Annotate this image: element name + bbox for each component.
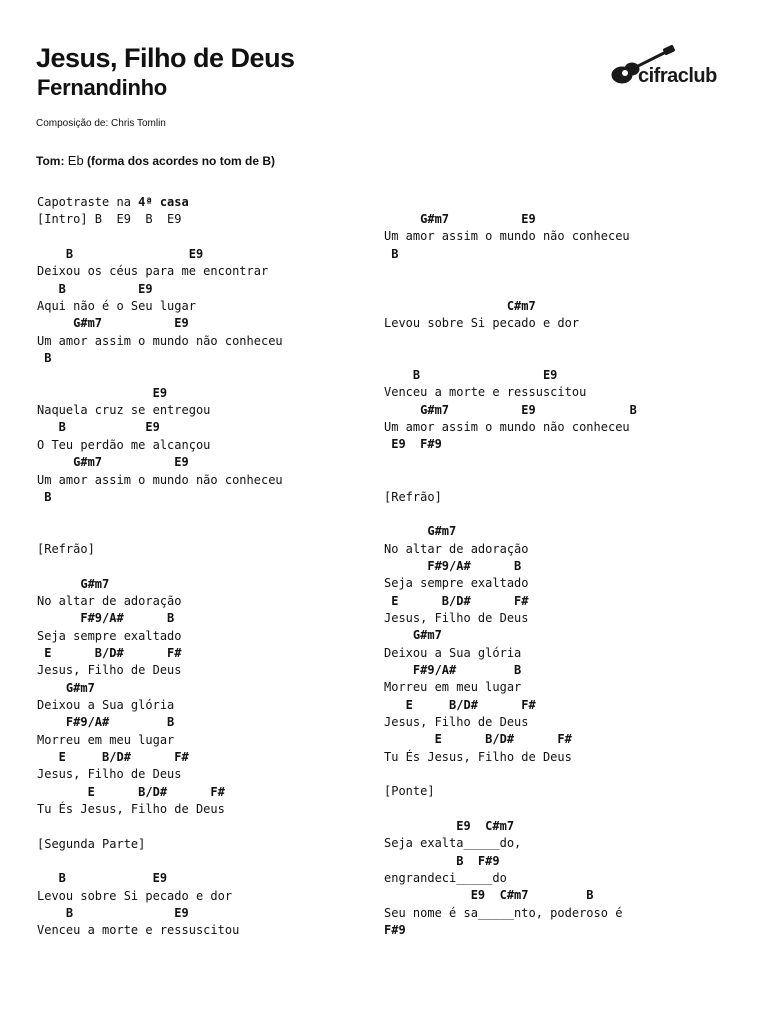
- blank-line: [384, 506, 724, 523]
- chord-line: B E9: [37, 871, 168, 886]
- chord-line: F#9/A# B: [384, 558, 522, 573]
- blank-line: [37, 229, 377, 246]
- lyric-line: Tu És Jesus, Filho de Deus: [37, 802, 225, 817]
- lyric-line: Um amor assim o mundo não conheceu: [37, 472, 283, 487]
- lyric-line: Morreu em meu lugar: [384, 680, 522, 695]
- lyric-line: Seu nome é sa_____nto, poderoso é: [384, 905, 623, 920]
- chord-line: B E9: [37, 420, 160, 435]
- chord-line: B E9: [384, 368, 558, 383]
- lyric-line: [Refrão]: [37, 541, 95, 556]
- tone-label: Tom:: [36, 154, 68, 168]
- blank-line: [384, 471, 724, 488]
- chord-line: E9 F#9: [384, 437, 442, 452]
- lyric-line: Deixou a Sua glória: [384, 645, 522, 660]
- composer-credit: Composição de: Chris Tomlin: [36, 118, 166, 129]
- chord-line: F#9: [384, 923, 406, 938]
- chord-line: B E9: [37, 906, 189, 921]
- lyric-line: [Intro] B E9 B E9: [37, 212, 182, 227]
- chord-line: G#m7: [384, 524, 457, 539]
- chord-line: G#m7: [37, 680, 95, 695]
- chord-line: G#m7: [384, 628, 442, 643]
- chord-line: B: [37, 489, 52, 504]
- chord-line: C#m7: [384, 298, 536, 313]
- chord-line: E9 C#m7 B: [384, 888, 594, 903]
- blank-line: [384, 801, 724, 818]
- blank-line: [384, 263, 724, 280]
- lyric-line: Seja sempre exaltado: [37, 628, 182, 643]
- lyric-line: Seja sempre exaltado: [384, 576, 529, 591]
- chord-line: G#m7 E9: [37, 455, 189, 470]
- lyric-line: Levou sobre Si pecado e dor: [37, 888, 233, 903]
- lyric-line: Jesus, Filho de Deus: [384, 610, 529, 625]
- chord-line: E B/D# F#: [37, 645, 182, 660]
- artist-name: Fernandinho: [37, 75, 167, 100]
- chord-sheet-column-right: [384, 211, 724, 939]
- chord-line: E B/D# F#: [384, 593, 529, 608]
- chord-line: E9 C#m7: [384, 819, 515, 834]
- chord-line: E B/D# F#: [384, 732, 572, 747]
- guitar-icon: [604, 44, 724, 92]
- chord-line: B E9: [37, 281, 153, 296]
- chord-line: G#m7 E9 B: [384, 402, 637, 417]
- chord-line: E9: [37, 385, 168, 400]
- chord-line: E B/D# F#: [384, 697, 536, 712]
- chord-line: F#9/A# B: [384, 662, 522, 677]
- lyric-line: engrandeci_____do: [384, 871, 507, 886]
- logo-text: cifraclub: [638, 65, 717, 87]
- lyric-line: No altar de adoração: [37, 593, 182, 608]
- lyric-line: Tu És Jesus, Filho de Deus: [384, 749, 572, 764]
- lyric-line: Jesus, Filho de Deus: [37, 663, 182, 678]
- lyric-line: Venceu a morte e ressuscitou: [384, 385, 587, 400]
- lyric-line: Aqui não é o Seu lugar: [37, 299, 196, 314]
- tone-line: [36, 152, 275, 170]
- chord-line: B: [37, 351, 52, 366]
- chord-line: E B/D# F#: [37, 750, 189, 764]
- blank-line: [37, 558, 377, 575]
- lyric-line: No altar de adoração: [384, 541, 529, 556]
- blank-line: [384, 350, 724, 367]
- lyric-line: Morreu em meu lugar: [37, 732, 175, 747]
- chord-line: G#m7: [37, 576, 110, 591]
- chord-line: B F#9: [384, 853, 500, 868]
- lyric-line: Jesus, Filho de Deus: [37, 767, 182, 782]
- lyric-line: O Teu perdão me alcançou: [37, 437, 211, 452]
- cifraclub-logo[interactable]: [604, 44, 724, 92]
- lyric-line: Capotraste na 4ª casa: [37, 195, 189, 209]
- lyric-line: [Ponte]: [384, 784, 435, 799]
- lyric-line: Levou sobre Si pecado e dor: [384, 316, 580, 331]
- chord-line: G#m7 E9: [37, 316, 189, 331]
- blank-line: [384, 280, 724, 297]
- tone-note: (forma dos acordes no tom de B): [83, 154, 276, 168]
- tone-key: Eb: [67, 153, 84, 168]
- lyric-line: Naquela cruz se entregou: [37, 403, 211, 418]
- lyric-line: Jesus, Filho de Deus: [384, 714, 529, 729]
- chord-line: F#9/A# B: [37, 715, 175, 730]
- blank-line: [37, 818, 377, 835]
- lyric-line: Um amor assim o mundo não conheceu: [384, 420, 630, 435]
- song-title: Jesus, Filho de Deus: [36, 43, 295, 73]
- chord-line: E B/D# F#: [37, 784, 225, 799]
- blank-line: [384, 766, 724, 783]
- blank-line: [37, 506, 377, 523]
- lyric-line: Deixou a Sua glória: [37, 697, 175, 712]
- blank-line: [384, 454, 724, 471]
- chord-line: B: [384, 246, 399, 261]
- lyric-line: Venceu a morte e ressuscitou: [37, 923, 240, 938]
- lyric-line: [Refrão]: [384, 489, 442, 504]
- lyric-line: Um amor assim o mundo não conheceu: [384, 229, 630, 244]
- lyric-line: Seja exalta_____do,: [384, 836, 522, 851]
- chord-line: G#m7 E9: [384, 212, 536, 226]
- lyric-line: [Segunda Parte]: [37, 836, 146, 851]
- capo-value: 4ª casa: [138, 195, 189, 209]
- lyric-line: Deixou os céus para me encontrar: [37, 264, 269, 279]
- chord-line: B E9: [37, 247, 204, 262]
- blank-line: [384, 332, 724, 349]
- chord-line: F#9/A# B: [37, 611, 175, 626]
- blank-line: [37, 853, 377, 870]
- blank-line: [37, 367, 377, 384]
- chord-sheet-column-left: [37, 194, 377, 940]
- lyric-line: Um amor assim o mundo não conheceu: [37, 333, 283, 348]
- blank-line: [37, 524, 377, 541]
